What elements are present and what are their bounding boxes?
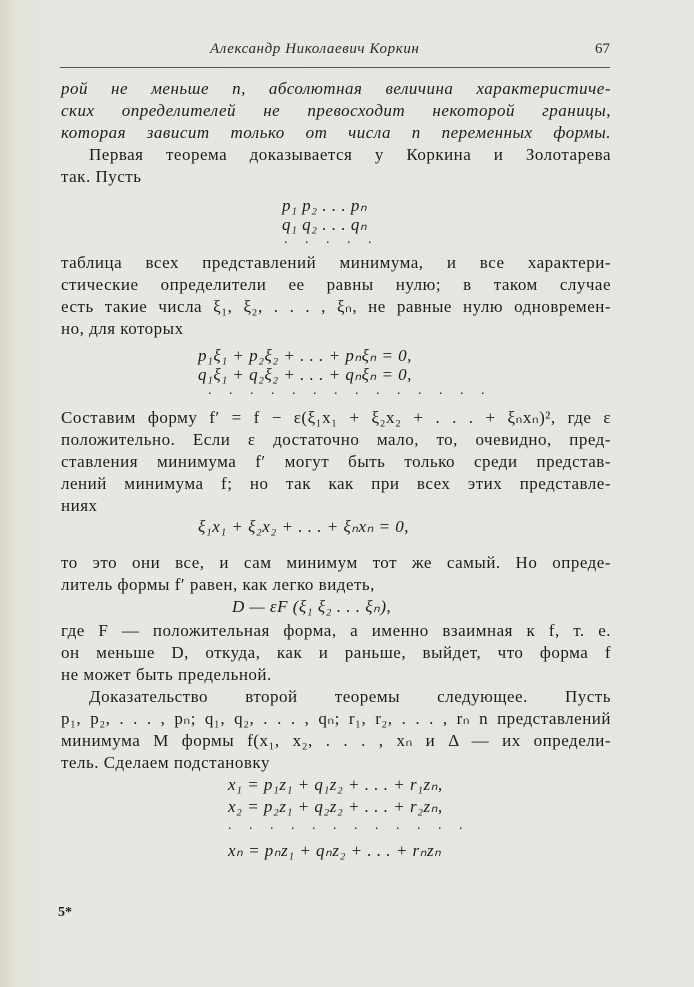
text-line: так. Пусть: [61, 167, 142, 186]
formula-table-dots: . . . . .: [284, 232, 379, 247]
formula-table-p: p₁ p₂ . . . pₙ: [282, 196, 368, 215]
text-line: таблица всех представлений минимума, и все характери-: [61, 253, 611, 272]
text-line: литель формы f′ равен, как легко видеть,: [61, 575, 375, 594]
text-line: тель. Сделаем подстановку: [61, 753, 270, 772]
text-line: то это они все, и сам минимум тот же самый. Но опреде-: [61, 553, 611, 572]
text-line: не может быть предельной.: [61, 665, 272, 684]
text-line: лений минимума f; но так как при всех этих представле-: [61, 474, 611, 493]
text-line: ставления минимума f′ могут быть только среди представ-: [61, 452, 611, 471]
text-line: минимума M формы f(x₁, x₂, . . . , xₙ и Δ — их определи-: [61, 731, 611, 750]
formula-eq-p: p₁ξ₁ + p₂ξ₂ + . . . + pₙξₙ = 0,: [198, 346, 412, 365]
text-line: где F — положительная форма, а именно взаимная к f, т. е.: [61, 621, 611, 640]
formula-eq-dots: . . . . . . . . . . . . . .: [208, 383, 492, 398]
text-line: положительно. Если ε достаточно мало, то, очевидно, пред-: [61, 430, 611, 449]
formula-sub-1: x₁ = p₁z₁ + q₁z₂ + . . . + r₁zₙ,: [228, 775, 443, 794]
signature-mark: 5*: [58, 905, 72, 920]
running-header: [60, 37, 610, 68]
formula-determinant: D — εF (ξ₁ ξ₂ . . . ξₙ),: [232, 597, 392, 616]
text-line: p₁, p₂, . . . , pₙ; q₁, q₂, . . . , qₙ; r₁, r₂, . . . , rₙ n представлений: [61, 709, 611, 728]
text-line: он меньше D, откуда, как и раньше, выйдет, что форма f: [61, 643, 611, 662]
text-line: ниях: [61, 496, 98, 515]
text-line: ских определителей не превосходит некоторой границы,: [61, 101, 611, 120]
text-line: которая зависит только от числа n переменных формы.: [61, 123, 611, 142]
text-line: Первая теорема доказывается у Коркина и Золотарева: [89, 145, 611, 164]
formula-sub-n: xₙ = pₙz₁ + qₙz₂ + . . . + rₙzₙ: [228, 841, 442, 860]
text-line: стические определители ее равны нулю; в таком случае: [61, 275, 611, 294]
formula-sub-dots: . . . . . . . . . . . .: [228, 818, 470, 833]
formula-eq-q: q₁ξ₁ + q₂ξ₂ + . . . + qₙξₙ = 0,: [198, 365, 412, 384]
text-line: есть такие числа ξ₁, ξ₂, . . . , ξₙ, не равные нулю одновремен-: [61, 297, 611, 316]
text-line: Доказательство второй теоремы следующее. Пусть: [89, 687, 611, 706]
formula-eq-xi: ξ₁x₁ + ξ₂x₂ + . . . + ξₙxₙ = 0,: [198, 517, 410, 536]
formula-table-q: q₁ q₂ . . . qₙ: [282, 215, 368, 234]
text-line: Составим форму f′ = f − ε(ξ₁x₁ + ξ₂x₂ + . . . + ξₙxₙ)², где ε: [61, 408, 611, 427]
text-line: но, для которых: [61, 319, 184, 338]
text-line: рой не меньше n, абсолютная величина характеристиче-: [61, 79, 611, 98]
formula-sub-2: x₂ = p₂z₁ + q₂z₂ + . . . + r₂zₙ,: [228, 797, 443, 816]
page-number: 67: [595, 41, 610, 57]
running-title: Александр Николаевич Коркин: [210, 41, 420, 57]
